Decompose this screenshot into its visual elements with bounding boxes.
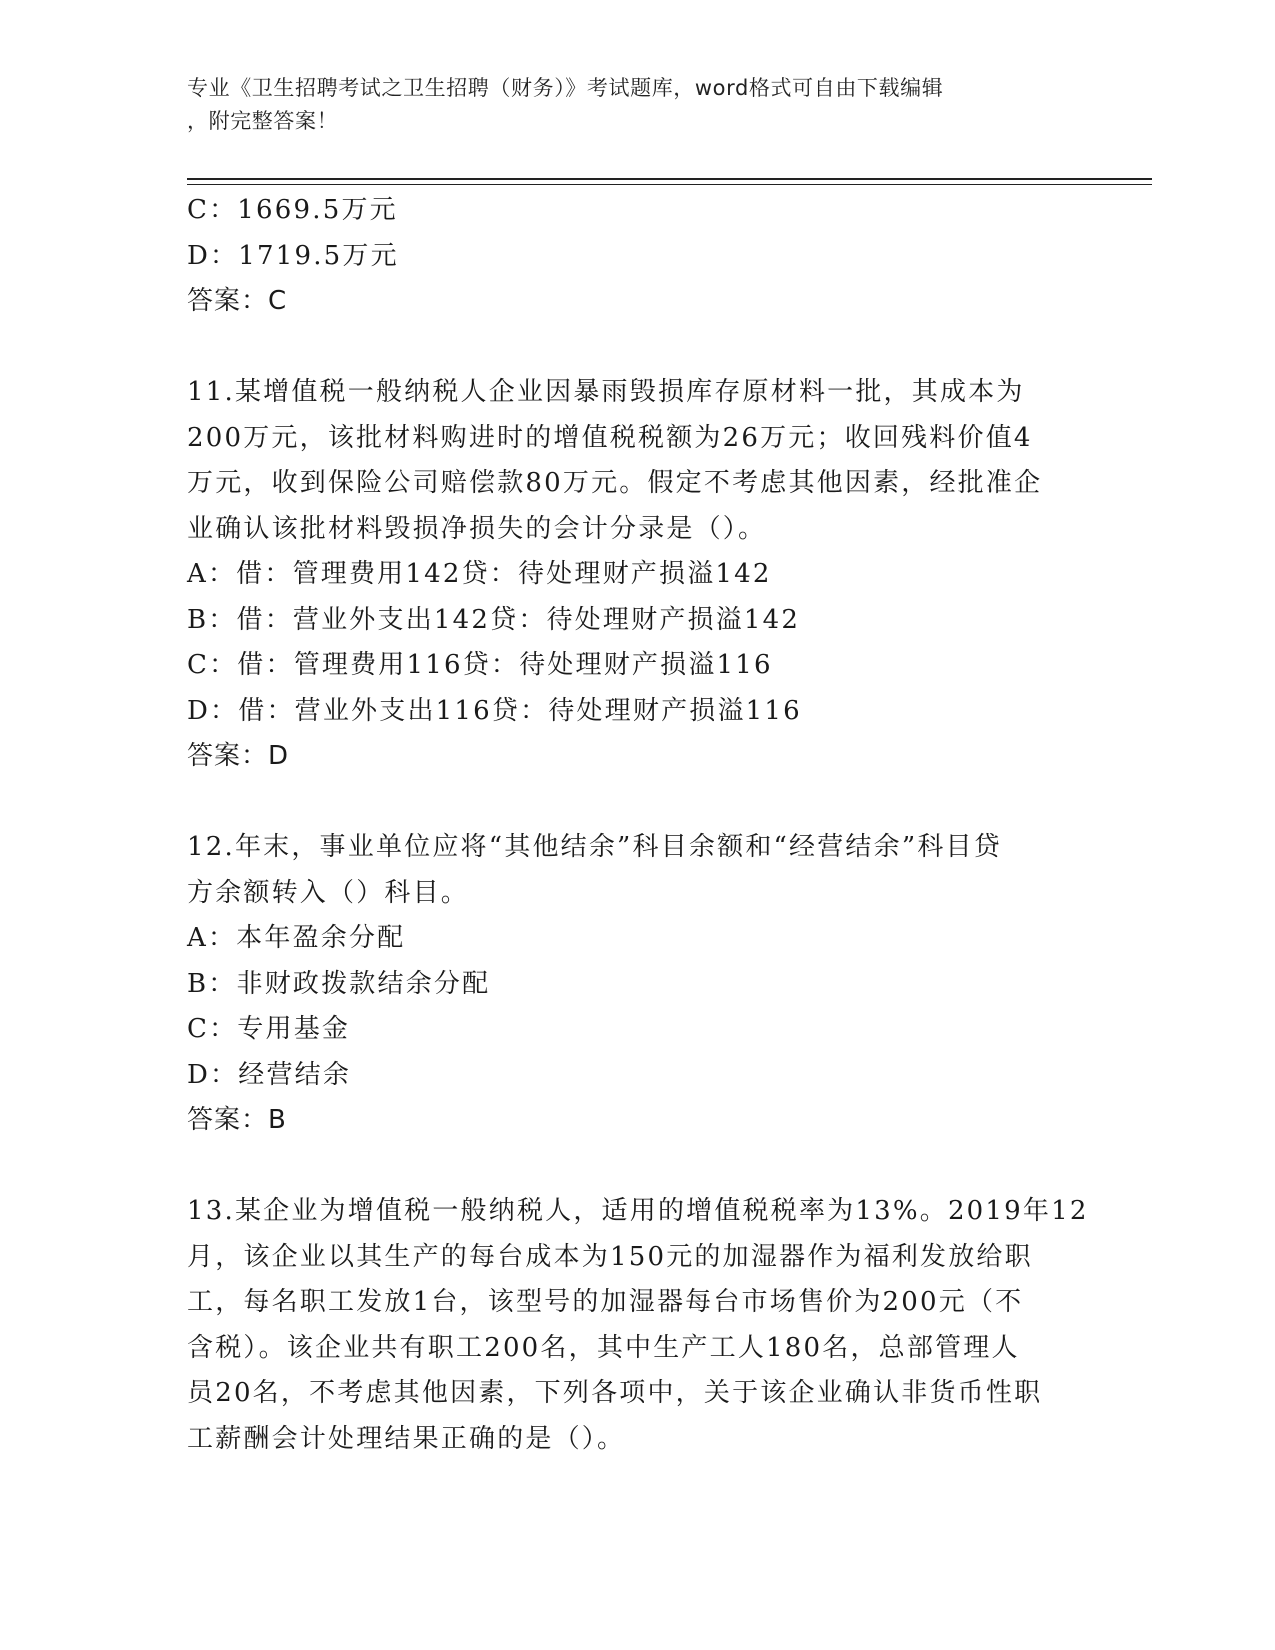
question-text-line: 200万元，该批材料购进时的增值税税额为26万元；收回残料价值4: [187, 422, 1033, 453]
option-b: B：非财政拨款结余分配: [187, 968, 491, 999]
question-text-line: 业确认该批材料毁损净损失的会计分录是（）。: [187, 513, 767, 544]
answer-line: 答案：D: [187, 741, 290, 771]
question-text-line: 11.某增值税一般纳税人企业因暴雨毁损库存原材料一批，其成本为: [187, 377, 1025, 407]
question-text-line: 含税）。该企业共有职工200名，其中生产工人180名，总部管理人: [187, 1332, 1020, 1363]
option-d: D：借：营业外支出116贷：待处理财产损溢116: [187, 695, 802, 726]
spacer: [187, 1144, 1087, 1190]
option-b: B：借：营业外支出142贷：待处理财产损溢142: [187, 604, 801, 635]
option-c: C：借：管理费用116贷：待处理财产损溢116: [187, 650, 773, 680]
question-text-line: 13.某企业为增值税一般纳税人，适用的增值税税率为13%。2019年12: [187, 1196, 1089, 1226]
question-text-line: 月，该企业以其生产的每台成本为150元的加湿器作为福利发放给职: [187, 1241, 1033, 1272]
question-13: [187, 1189, 1087, 1462]
question-12: [187, 825, 1087, 1144]
answer-line: 答案：C: [187, 286, 288, 316]
option-c: C：1669.5万元: [187, 195, 398, 225]
question-content: [187, 188, 1087, 1462]
question-text-line: 12.年末，事业单位应将“其他结余”科目余额和“经营结余”科目贷: [187, 832, 1002, 862]
option-a: A：本年盈余分配: [187, 923, 406, 953]
spacer: [187, 325, 1087, 371]
option-d: D：经营结余: [187, 1059, 352, 1090]
question-text-line: 员20名，不考虑其他因素，下列各项中，关于该企业确认非货币性职: [187, 1378, 1043, 1408]
header-line-1: 专业《卫生招聘考试之卫生招聘（财务）》考试题库，word格式可自由下载编辑: [187, 76, 944, 100]
header-line-2: ，附完整答案！: [187, 109, 339, 133]
option-c: C：专用基金: [187, 1014, 351, 1044]
header-divider-thick: [187, 178, 1152, 180]
option-a: A：借：管理费用142贷：待处理财产损溢142: [187, 559, 772, 589]
option-d: D：1719.5万元: [187, 240, 399, 271]
header-divider-thin: [187, 184, 1152, 185]
question-text-line: 工薪酬会计处理结果正确的是（）。: [187, 1423, 626, 1454]
question-text-line: 万元，收到保险公司赔偿款80万元。假定不考虑其他因素，经批准企: [187, 468, 1043, 498]
spacer: [187, 780, 1087, 826]
document-header: [187, 72, 1087, 138]
previous-question-tail: [187, 188, 1087, 325]
question-text-line: 工，每名职工发放1台，该型号的加湿器每台市场售价为200元（不: [187, 1287, 1024, 1317]
answer-line: 答案：B: [187, 1105, 287, 1135]
question-11: [187, 370, 1087, 780]
question-text-line: 方余额转入（）科目。: [187, 877, 470, 908]
